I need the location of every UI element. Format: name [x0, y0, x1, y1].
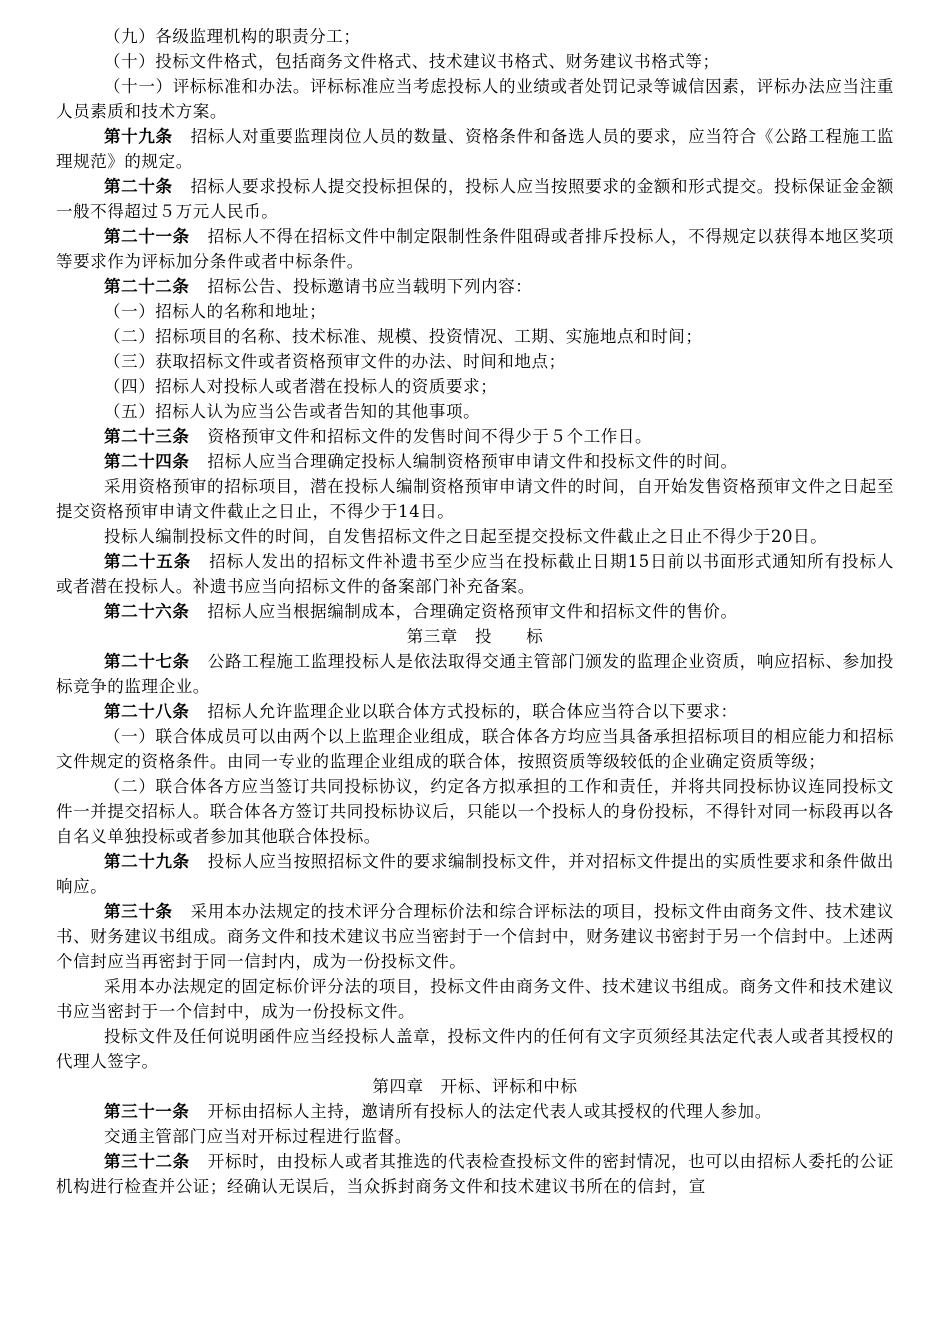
article-28: 第二十八条 招标人允许监理企业以联合体方式投标的，联合体应当符合以下要求： — [104, 702, 738, 721]
article-20: 第二十条 招标人要求投标人提交投标担保的，投标人应当按照要求的金额和形式提交。投标保证金金额一般不得超过５万元人民币。 — [56, 177, 894, 221]
article-24: 第二十四条 招标人应当合理确定投标人编制资格预审申请文件和投标文件的时间。 — [104, 452, 738, 471]
list-item: （二）招标项目的名称、技术标准、规模、投资情况、工期、实施地点和时间； — [104, 327, 703, 346]
article-31: 第三十一条 开标由招标人主持，邀请所有投标人的法定代表人或其授权的代理人参加。 — [104, 1102, 772, 1121]
article-23: 第二十三条 资格预审文件和招标文件的发售时间不得少于５个工作日。 — [104, 427, 653, 446]
article-30: 第三十条 采用本办法规定的技术评分合理标价法和综合评标法的项目，投标文件由商务文件、技术建议书、财务建议书组成。商务文件和技术建议书应当密封于一个信封中，财务建议书密封于另一个信封中。上述两个信封应当再密封于同一信封内，成为一份投标文件。 — [56, 902, 894, 971]
article-27: 第二十七条 公路工程施工监理投标人是依法取得交通主管部门颁发的监理企业资质，响应招标、参加投标竞争的监理企业。 — [56, 652, 895, 696]
list-item: （五）招标人认为应当公告或者告知的其他事项。 — [104, 402, 481, 421]
article-label: 第二十一条 — [104, 227, 190, 246]
article-label: 第二十八条 — [104, 702, 190, 721]
article-label: 第二十五条 — [104, 552, 192, 571]
article-label: 第三十一条 — [104, 1102, 190, 1121]
list-item: （一）招标人的名称和地址； — [104, 302, 327, 321]
article-label: 第三十条 — [104, 902, 173, 921]
list-item: （四）招标人对投标人或者潜在投标人的资质要求； — [104, 377, 498, 396]
article-32: 第三十二条 开标时，由投标人或者其推选的代表检查投标文件的密封情况，也可以由招标人委托的公证机构进行检查并公证；经确认无误后，当众拆封商务文件和技术建议书所在的信封，宣 — [56, 1152, 895, 1196]
article-21: 第二十一条 招标人不得在招标文件中制定限制性条件阻碍或者排斥投标人，不得规定以获得本地区奖项等要求作为评标加分条件或者中标条件。 — [56, 227, 895, 271]
paragraph: 投标文件及任何说明函件应当经投标人盖章，投标文件内的任何有文字页须经其法定代表人或者其授权的代理人签字。 — [56, 1027, 894, 1071]
paragraph: 投标人编制投标文件的时间，自发售招标文件之日起至提交投标文件截止之日止不得少于20日。 — [104, 527, 828, 546]
article-label: 第二十六条 — [104, 602, 190, 621]
chapter-heading: 第三章 投 标 — [406, 627, 544, 646]
paragraph: （二）联合体各方应当签订共同投标协议，约定各方拟承担的工作和责任，并将共同投标协议连同投标文件一并提交招标人。联合体各方签订共同投标协议后，只能以一个投标人的身份投标，不得针对同一标段再以各自名义单独投标或者参加其他联合体投标。 — [56, 777, 894, 846]
article-label: 第二十二条 — [104, 277, 190, 296]
paragraph: （一）联合体成员可以由两个以上监理企业组成，联合体各方均应当具备承担招标项目的相应能力和招标文件规定的资格条件。由同一专业的监理企业组成的联合体，按照资质等级较低的企业确定资质等级； — [56, 727, 894, 771]
article-25: 第二十五条 招标人发出的招标文件补遗书至少应当在投标截止日期15日前以书面形式通知所有投标人或者潜在投标人。补遗书应当向招标文件的备案部门补充备案。 — [56, 552, 894, 596]
article-label: 第二十三条 — [104, 427, 190, 446]
article-19: 第十九条 招标人对重要监理岗位人员的数量、资格条件和备选人员的要求，应当符合《公路工程施工监理规范》的规定。 — [56, 127, 894, 171]
list-item: （九）各级监理机构的职责分工； — [104, 27, 361, 46]
article-label: 第十九条 — [104, 127, 173, 146]
article-label: 第二十条 — [104, 177, 173, 196]
article-29: 第二十九条 投标人应当按照招标文件的要求编制投标文件，并对招标文件提出的实质性要求和条件做出响应。 — [56, 852, 895, 896]
paragraph: 采用本办法规定的固定标价评分法的项目，投标文件由商务文件、技术建议书组成。商务文件和技术建议书应当密封于一个信封中，成为一份投标文件。 — [56, 977, 894, 1021]
article-label: 第三十二条 — [104, 1152, 190, 1171]
article-26: 第二十六条 招标人应当根据编制成本，合理确定资格预审文件和招标文件的售价。 — [104, 602, 738, 621]
article-label: 第二十七条 — [104, 652, 190, 671]
chapter-heading: 第四章 开标、评标和中标 — [372, 1077, 578, 1096]
article-label: 第二十九条 — [104, 852, 190, 871]
list-item: （三）获取招标文件或者资格预审文件的办法、时间和地点； — [104, 352, 566, 371]
article-label: 第二十四条 — [104, 452, 190, 471]
article-22: 第二十二条 招标公告、投标邀请书应当载明下列内容： — [104, 277, 533, 296]
paragraph: 采用资格预审的招标项目，潜在投标人编制资格预审申请文件的时间，自开始发售资格预审文件之日起至提交资格预审申请文件截止之日止，不得少于14日。 — [56, 477, 894, 521]
list-item: （十）投标文件格式，包括商务文件格式、技术建议书格式、财务建议书格式等； — [104, 52, 720, 71]
paragraph: （十一）评标标准和办法。评标标准应当考虑投标人的业绩或者处罚记录等诚信因素，评标办法应当注重人员素质和技术方案。 — [56, 77, 894, 121]
paragraph: 交通主管部门应当对开标过程进行监督。 — [104, 1127, 412, 1146]
